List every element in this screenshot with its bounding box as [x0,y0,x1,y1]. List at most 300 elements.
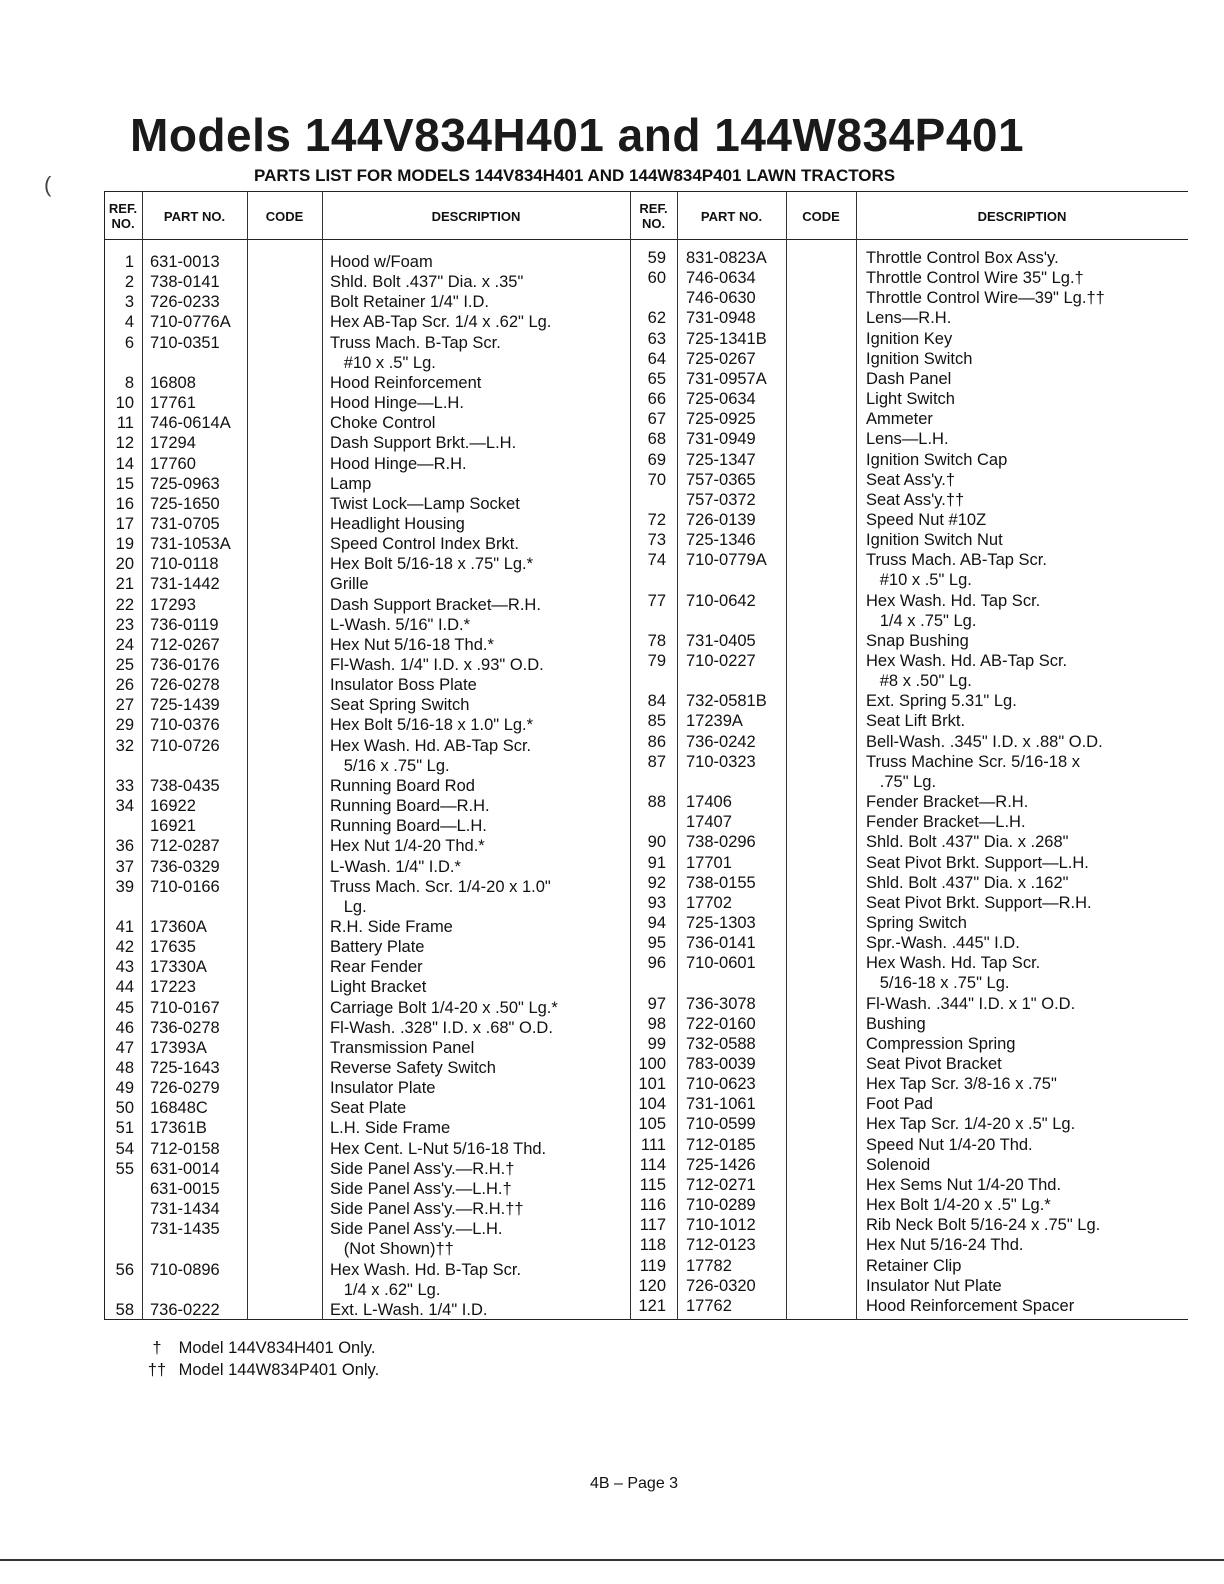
ref-no-cell: 39 [115,877,134,896]
part-no-cell: 17294 [150,434,196,453]
part-no-cell: 17701 [686,853,732,872]
header-description-right: DESCRIPTION [977,208,1067,224]
table-row [104,1260,630,1280]
description-cell: Ignition Switch [866,349,973,368]
part-no-cell: 736-0119 [150,615,219,634]
description-cell: #10 x .5" Lg. [330,353,436,372]
table-row [104,393,630,413]
footnote-text: Model 144W834P401 Only. [178,1361,380,1379]
ref-no-cell: 26 [115,676,134,695]
description-cell: Reverse Safety Switch [330,1059,496,1077]
part-no-cell: 17223 [150,978,196,997]
table-row [630,611,1188,631]
ref-no-cell: 99 [647,1034,666,1053]
part-no-cell: 17393A [150,1038,207,1057]
ref-no-cell: 3 [124,293,134,312]
description-cell: Ext. Spring 5.31" Lg. [866,692,1017,711]
part-no-cell: 710-0779A [686,551,767,570]
description-cell: Hex Wash. Hd. AB-Tap Scr. [330,736,532,755]
part-no-cell: 725-1346 [686,531,756,550]
header-part-no-right: PART NO. [700,208,763,224]
ref-no-cell: 78 [647,631,666,650]
description-cell: Bell-Wash. .345" I.D. x .88" O.D. [866,732,1103,751]
table-row [630,1215,1188,1235]
part-no-cell: 725-1439 [150,696,220,715]
part-no-cell: 710-0351 [150,333,220,352]
table-row [630,429,1188,449]
table-row [630,530,1188,550]
ref-no-cell: 77 [647,591,666,610]
description-cell: Running Board—L.H. [330,817,487,836]
description-cell: Side Panel Ass'y.—L.H.† [330,1179,512,1198]
table-row [104,1078,630,1098]
part-no-cell: 710-0118 [150,555,219,574]
part-no-cell: 746-0634 [686,269,756,288]
description-cell: Dash Support Brkt.—L.H. [330,434,517,453]
table-row [630,591,1188,611]
part-no-cell: 710-0896 [150,1260,220,1279]
description-cell: Solenoid [866,1155,931,1174]
part-no-cell: 725-1347 [686,450,756,469]
ref-no-cell: 46 [115,1018,134,1037]
description-cell: Seat Pivot Brkt. Support—R.H. [866,893,1092,912]
table-row [630,973,1188,993]
part-no-cell: 731-0957A [686,369,767,388]
ref-no-cell: 48 [115,1059,134,1077]
part-no-cell: 725-0267 [686,349,756,368]
ref-no-cell: 86 [647,732,666,751]
table-row [104,494,630,514]
ref-no-cell: 63 [647,329,666,348]
table-row [104,514,630,534]
description-cell: Bushing [866,1014,926,1033]
table-row [630,913,1188,933]
table-row [630,1155,1188,1175]
table-row [630,772,1188,792]
description-cell: Hood w/Foam [330,253,433,271]
part-no-cell: 631-0014 [150,1159,220,1178]
ref-no-cell: 65 [647,369,666,388]
description-cell: Throttle Control Wire 35" Lg.† [866,269,1084,288]
part-no-cell: 710-0227 [686,652,756,670]
table-row [630,671,1188,691]
ref-no-cell: 16 [115,494,134,513]
table-row [104,695,630,715]
description-cell: 1/4 x .62" Lg. [330,1280,441,1299]
description-cell: Hex Bolt 5/16-18 x 1.0" Lg.* [330,716,534,735]
part-no-cell: 17239A [686,712,743,731]
part-no-cell: 710-0601 [686,954,756,973]
table-row [104,312,630,332]
part-no-cell: 17762 [686,1296,732,1315]
description-cell: Seat Pivot Bracket [866,1055,1002,1073]
ref-no-cell: 1 [124,253,134,271]
part-no-cell: 17361B [150,1119,207,1138]
description-cell: L-Wash. 1/4" I.D.* [330,857,461,876]
ref-no-cell: 60 [647,269,666,288]
part-no-cell: 738-0155 [686,873,756,892]
description-cell: Side Panel Ass'y.—R.H.†† [330,1200,524,1219]
ref-no-cell: 43 [115,958,134,977]
description-cell: Hex Wash. Hd. AB-Tap Scr. [866,652,1068,670]
header-description-left: DESCRIPTION [431,208,521,224]
ref-no-cell: 62 [647,309,666,328]
ref-no-cell: 25 [115,656,134,674]
description-cell: #8 x .50" Lg. [866,672,972,691]
ref-no-cell: 21 [115,575,134,594]
part-no-cell: 726-0139 [686,510,756,529]
footnote-double-dagger [140,1361,379,1380]
table-row [104,474,630,494]
table-row [104,977,630,997]
table-row [630,832,1188,852]
table-row [630,994,1188,1014]
part-no-cell: 725-1341B [686,329,767,348]
ref-no-cell: 94 [647,913,666,932]
ref-no-cell: 8 [124,373,134,392]
ref-no-cell: 64 [647,349,666,368]
part-no-cell: 731-1053A [150,535,231,554]
description-cell: Shld. Bolt .437" Dia. x .162" [866,873,1069,892]
description-cell: Battery Plate [330,938,425,957]
part-no-cell: 710-0726 [150,736,220,755]
ref-no-cell: 41 [115,917,134,936]
table-row [630,691,1188,711]
table-row [104,917,630,937]
ref-no-cell: 98 [647,1014,666,1033]
table-row [630,349,1188,369]
part-no-cell: 732-0581B [686,692,767,711]
description-cell: Grille [330,575,369,594]
description-cell: Ext. L-Wash. 1/4" I.D. [330,1300,488,1319]
table-row [104,595,630,615]
table-row [630,752,1188,772]
table-row [630,450,1188,470]
table-row [630,893,1188,913]
ref-no-cell: 120 [638,1276,666,1295]
table-row [630,792,1188,812]
ref-no-cell: 29 [115,716,134,735]
description-cell: R.H. Side Frame [330,917,453,936]
table-row [104,776,630,796]
ref-no-cell: 116 [639,1196,666,1215]
ref-no-cell: 69 [647,450,666,469]
footnote-single-dagger [140,1339,376,1358]
description-cell: Truss Mach. Scr. 1/4-20 x 1.0" [330,877,551,896]
part-no-cell: 16848C [150,1099,208,1118]
description-cell: (Not Shown)†† [330,1240,454,1259]
ref-no-cell: 93 [647,893,666,912]
ref-no-cell: 23 [115,615,134,634]
part-no-cell: 783-0039 [686,1055,756,1073]
table-row [630,1235,1188,1255]
part-no-cell: 731-1061 [686,1095,756,1114]
ref-no-cell: 42 [115,938,134,957]
ref-no-cell: 6 [124,333,134,352]
table-row [104,413,630,433]
table-row [104,615,630,635]
ref-no-cell: 33 [115,776,134,795]
description-cell: Shld. Bolt .437" Dia. x .35" [330,273,524,292]
description-cell: Bolt Retainer 1/4" I.D. [330,293,490,312]
part-no-cell: 17407 [686,813,732,832]
ref-no-cell: 119 [639,1256,666,1275]
part-no-cell: 731-1434 [150,1200,220,1219]
header-code-left: CODE [265,208,304,224]
table-row [104,877,630,897]
description-cell: Seat Plate [330,1099,407,1118]
description-cell: Lens—L.H. [866,430,949,449]
description-cell: Lamp [330,474,372,493]
description-cell: Truss Machine Scr. 5/16-18 x [866,752,1080,771]
part-no-cell: 710-0376 [150,716,220,735]
table-row [630,1014,1188,1034]
part-no-cell: 732-0588 [686,1034,756,1053]
ref-no-cell: 68 [647,430,666,449]
ref-no-cell: 37 [115,857,134,876]
part-no-cell: 725-1650 [150,494,220,513]
table-row [104,1179,630,1199]
description-cell: Hex Tap Scr. 3/8-16 x .75" [866,1075,1057,1094]
ref-no-cell: 115 [639,1175,666,1194]
table-row [104,957,630,977]
table-row [630,288,1188,308]
part-no-cell: 757-0365 [686,470,756,489]
part-no-cell: 736-0222 [150,1300,220,1319]
table-row [630,268,1188,288]
part-no-cell: 710-0166 [150,877,220,896]
ref-no-cell: 79 [647,652,666,670]
ref-no-cell: 2 [124,273,134,292]
table-row [104,857,630,877]
description-cell: Choke Control [330,414,436,433]
ref-no-cell: 84 [647,692,666,711]
ref-no-cell: 45 [115,998,134,1017]
part-no-cell: 746-0630 [686,289,756,308]
table-row [104,937,630,957]
table-row [630,1094,1188,1114]
part-no-cell: 17406 [686,793,732,812]
description-cell: Seat Lift Brkt. [866,712,966,731]
part-no-cell: 731-0948 [686,309,756,328]
table-row [104,574,630,594]
description-cell: Lens—R.H. [866,309,952,328]
part-no-cell: 725-0634 [686,390,756,409]
table-row [104,816,630,836]
part-no-cell: 731-0949 [686,430,756,449]
ref-no-cell: 91 [647,853,666,872]
ref-no-cell: 67 [647,410,666,429]
ref-no-cell: 50 [115,1099,134,1118]
table-row [104,1280,630,1300]
description-cell: Fl-Wash. .344" I.D. x 1" O.D. [866,994,1076,1013]
description-cell: Spr.-Wash. .445" I.D. [866,934,1020,953]
ref-no-cell: 34 [115,797,134,816]
ref-no-cell: 15 [115,474,134,493]
ref-no-cell: 14 [115,454,134,473]
table-row [630,510,1188,530]
part-no-cell: 722-0160 [686,1014,756,1033]
table-row [630,1054,1188,1074]
part-no-cell: 16921 [150,817,196,836]
ref-no-cell: 87 [647,752,666,771]
description-cell: Truss Mach. AB-Tap Scr. [866,551,1047,570]
ref-no-cell: 97 [647,994,666,1013]
part-no-cell: 731-0405 [686,631,756,650]
description-cell: Seat Spring Switch [330,696,470,715]
description-cell: Ignition Switch Nut [866,531,1003,550]
table-row [104,454,630,474]
ref-no-cell: 121 [638,1296,666,1315]
description-cell: Fender Bracket—R.H. [866,793,1029,812]
table-row [104,252,630,272]
table-row [104,715,630,735]
description-cell: Foot Pad [866,1095,933,1114]
bottom-rule [0,1559,1224,1561]
part-no-cell: 712-0158 [150,1139,220,1158]
part-no-cell: 731-1435 [150,1220,220,1239]
description-cell: Retainer Clip [866,1256,962,1275]
ref-no-cell: 96 [647,954,666,973]
table-row [104,998,630,1018]
ref-no-cell: 88 [647,793,666,812]
description-cell: Shld. Bolt .437" Dia. x .268" [866,833,1069,852]
description-cell: Hex Nut 5/16-18 Thd.* [330,635,494,654]
part-no-cell: 736-0141 [686,934,756,953]
description-cell: Hex Cent. L-Nut 5/16-18 Thd. [330,1139,547,1158]
part-no-cell: 710-0599 [686,1115,756,1134]
table-row [630,732,1188,752]
part-no-cell: 16808 [150,373,196,392]
description-cell: Hex Wash. Hd. B-Tap Scr. [330,1260,522,1279]
header-part-no-left: PART NO. [163,208,226,224]
description-cell: Hood Reinforcement Spacer [866,1296,1075,1315]
table-row [630,1296,1188,1316]
ref-no-cell: 74 [647,551,666,570]
description-cell: Lg. [330,897,367,916]
table-row [104,675,630,695]
description-cell: Speed Nut #10Z [866,510,987,529]
table-row [104,373,630,393]
table-row [630,853,1188,873]
description-cell: Twist Lock—Lamp Socket [330,494,520,513]
table-row [630,953,1188,973]
description-cell: Ignition Switch Cap [866,450,1008,469]
table-row [104,333,630,353]
table-row [104,1219,630,1239]
table-row [630,389,1188,409]
description-cell: Fl-Wash. .328" I.D. x .68" O.D. [330,1018,553,1037]
table-row [104,272,630,292]
part-no-cell: 631-0015 [150,1179,220,1198]
part-no-cell: 710-1012 [686,1216,756,1235]
description-cell: Dash Panel [866,369,952,388]
table-row [104,1139,630,1159]
description-cell: #10 x .5" Lg. [866,571,972,590]
description-cell: Fender Bracket—L.H. [866,813,1026,832]
part-no-cell: 710-0289 [686,1196,756,1215]
table-row [104,292,630,312]
part-no-cell: 736-3078 [686,994,756,1013]
ref-no-cell: 100 [638,1055,666,1073]
part-no-cell: 17761 [150,394,196,413]
part-no-cell: 17330A [150,958,207,977]
ref-no-cell: 58 [115,1300,134,1319]
table-row [630,711,1188,731]
ref-no-cell: 20 [115,555,134,574]
table-row [104,433,630,453]
table-row [104,897,630,917]
description-cell: Carriage Bolt 1/4-20 x .50" Lg.* [330,998,558,1017]
description-cell: Hex Sems Nut 1/4-20 Thd. [866,1175,1062,1194]
footnote-text: Model 144V834H401 Only. [178,1339,376,1357]
part-no-cell: 17360A [150,917,207,936]
table-row [104,1098,630,1118]
ref-no-cell: 104 [638,1095,666,1114]
table-row [104,353,630,373]
part-no-cell: 712-0271 [686,1175,756,1194]
ref-no-cell: 12 [115,434,134,453]
description-cell: Ignition Key [866,329,953,348]
part-no-cell: 710-0623 [686,1075,756,1094]
description-cell: Dash Support Bracket—R.H. [330,595,541,614]
table-row [630,1074,1188,1094]
ref-no-cell: 10 [115,394,134,413]
part-no-cell: 725-1303 [686,913,756,932]
part-no-cell: 725-1643 [150,1059,220,1077]
ref-no-cell: 54 [115,1139,134,1158]
table-row [630,651,1188,671]
description-cell: Spring Switch [866,913,967,932]
part-no-cell: 736-0329 [150,857,220,876]
description-cell: Fl-Wash. 1/4" I.D. x .93" O.D. [330,656,544,674]
description-cell: Hood Reinforcement [330,373,482,392]
description-cell: Seat Ass'y.†† [866,490,965,509]
description-cell: Light Bracket [330,978,427,997]
description-cell: Side Panel Ass'y.—R.H.† [330,1159,515,1178]
table-row [630,1256,1188,1276]
table-row [630,409,1188,429]
table-row [630,470,1188,490]
description-cell: Running Board Rod [330,776,475,795]
description-cell: 5/16-18 x .75" Lg. [866,974,1010,993]
part-no-cell: 631-0013 [150,253,220,271]
description-cell: Hex Tap Scr. 1/4-20 x .5" Lg. [866,1115,1076,1134]
part-no-cell: 738-0296 [686,833,756,852]
part-no-cell: 731-1442 [150,575,220,594]
part-no-cell: 712-0287 [150,837,220,856]
description-cell: L-Wash. 5/16" I.D.* [330,615,471,634]
table-row [630,631,1188,651]
parts-list-subtitle: PARTS LIST FOR MODELS 144V834H401 AND 144W834P401 LAWN TRACTORS [254,166,896,185]
part-no-cell: 831-0823A [686,249,767,267]
table-row [104,635,630,655]
ref-no-cell: 32 [115,736,134,755]
ref-no-cell: 118 [639,1236,666,1255]
part-no-cell: 17702 [686,893,732,912]
description-cell: 1/4 x .75" Lg. [866,611,977,630]
header-ref-no-right: REF. NO. [639,201,668,231]
ref-no-cell: 72 [647,510,666,529]
description-cell: Insulator Nut Plate [866,1276,1002,1295]
table-row [630,308,1188,328]
scan-artifact-mark: ( [44,172,52,197]
description-cell: Running Board—R.H. [330,797,490,816]
table-row [104,655,630,675]
table-row [630,873,1188,893]
part-no-cell: 725-0925 [686,410,756,429]
description-cell: Hex Bolt 5/16-18 x .75" Lg.* [330,555,534,574]
